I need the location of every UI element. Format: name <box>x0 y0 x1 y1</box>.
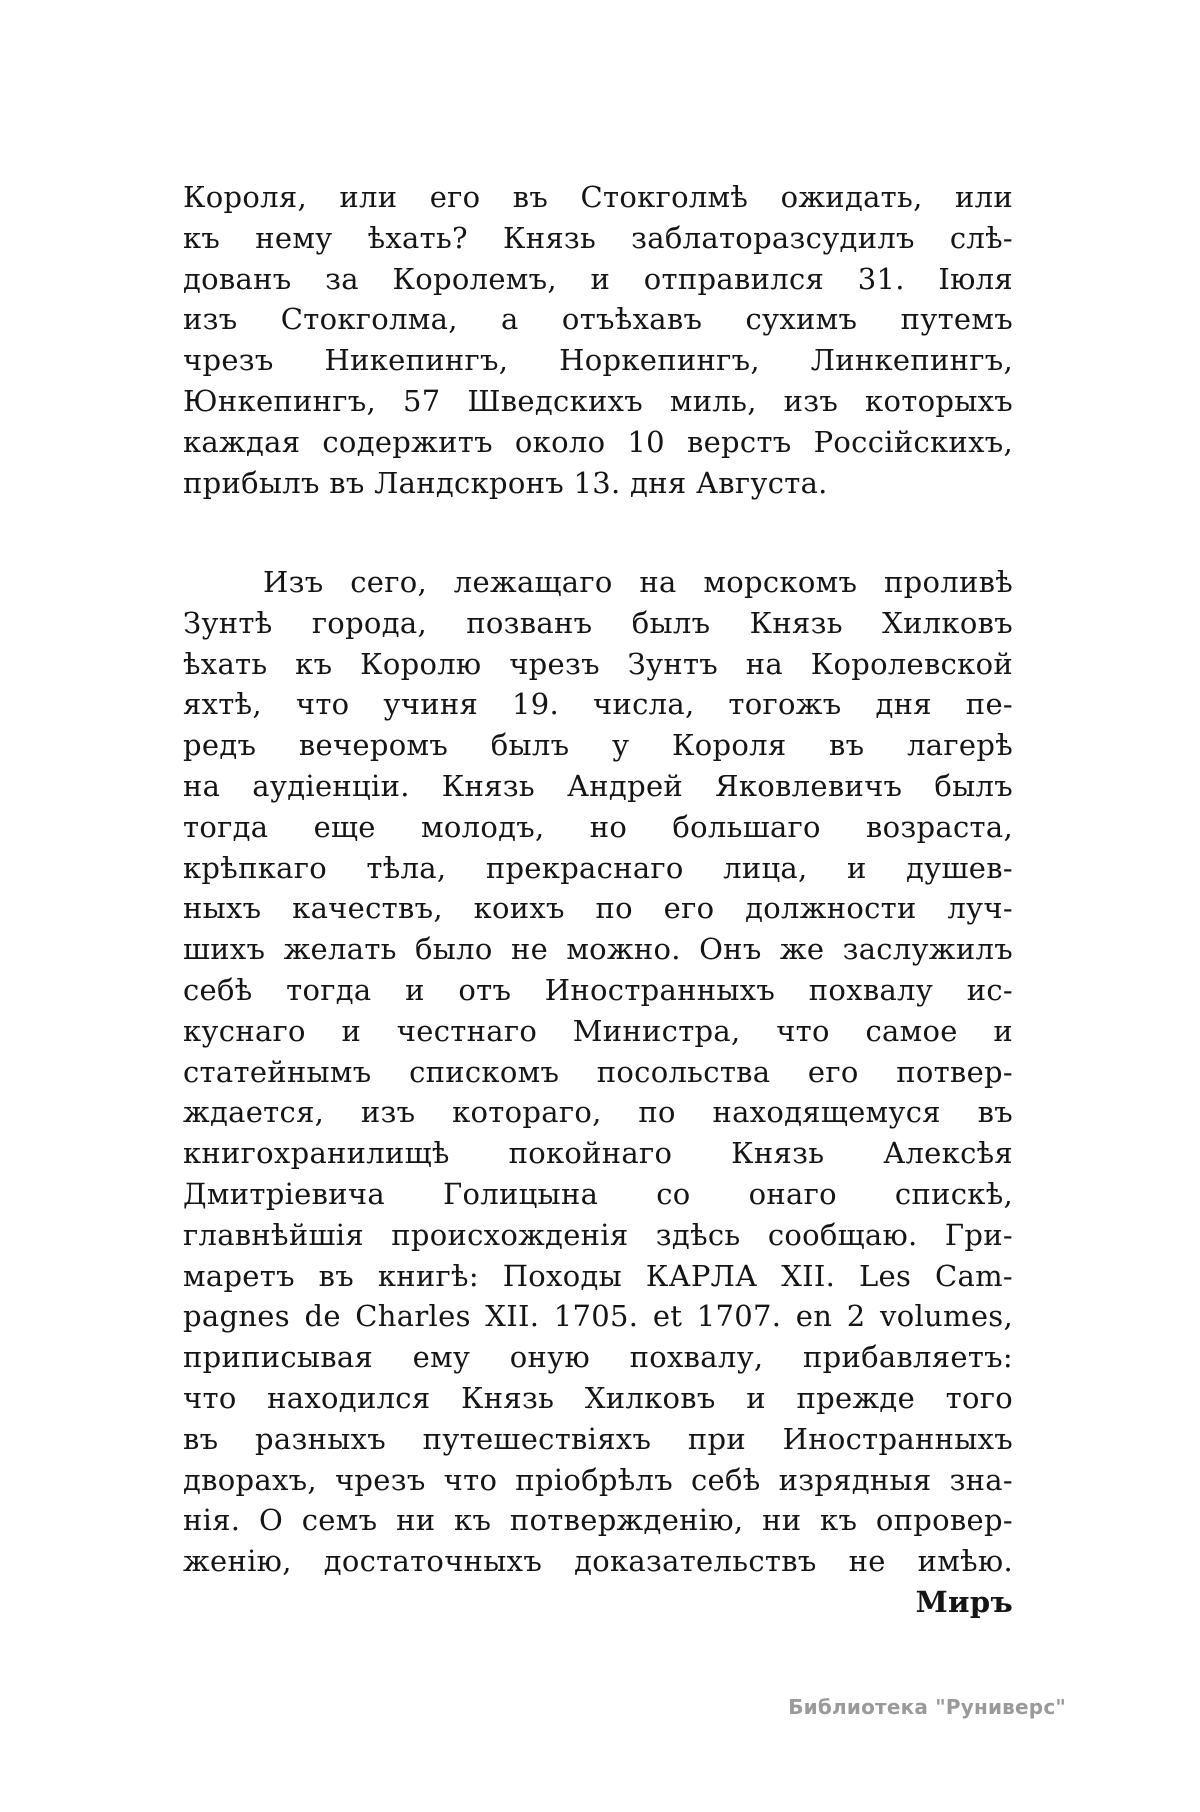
text-line: Юнкепингъ, 57 Шведскихъ миль, изъ которыхъ <box>183 383 1013 418</box>
text-line: яхтѣ, что учиня 19. числа, тогожъ дня пе- <box>183 687 1013 722</box>
library-watermark: Библиотека "Руниверс" <box>788 1695 1066 1719</box>
text-line: маретъ въ книгѣ: Походы КАРЛА XII. Les Cam- <box>183 1258 1013 1293</box>
paragraph-2 <box>183 562 1013 1623</box>
text-line: Изъ сего, лежащаго на морскомъ проливѣ <box>263 565 1013 599</box>
text-line: нія. О семъ ни къ потвержденію, ни къ опровер- <box>183 1503 1013 1538</box>
text-line: прибылъ въ Ландскронъ 13. дня Августа. <box>183 465 828 500</box>
text-line: pagnes de Charles XII. 1705. et 1707. en 2 volumes, <box>183 1299 1013 1334</box>
text-line: книгохранилищѣ покойнаго Князь Алексѣя <box>183 1136 1013 1171</box>
text-line: тогда еще молодъ, но большаго возраста, <box>183 809 1013 844</box>
text-line: къ нему ѣхать? Князь заблаторазсудилъ слѣ- <box>183 220 1013 255</box>
text-line: дованъ за Королемъ, и отправился 31. Іюля <box>183 261 1013 296</box>
text-line: главнѣйшія происхожденія здѣсь сообщаю. Гри- <box>183 1217 1013 1252</box>
text-line: ждается, изъ котораго, по находящемуся въ <box>183 1095 1013 1130</box>
text-line: статейнымъ спискомъ посольства его потвер- <box>183 1054 1013 1089</box>
text-line: изъ Стокголма, а отъѣхавъ сухимъ путемъ <box>183 302 1013 337</box>
text-line: Зунтѣ города, позванъ былъ Князь Хилковъ <box>183 605 1013 640</box>
text-line: редъ вечеромъ былъ у Короля въ лагерѣ <box>183 728 1013 763</box>
text-line: ѣхать къ Королю чрезъ Зунтъ на Королевской <box>183 646 1013 681</box>
text-line: что находился Князь Хилковъ и прежде того <box>183 1380 1013 1415</box>
text-line: куснаго и честнаго Министра, что самое и <box>183 1013 1013 1048</box>
text-line: ныхъ качествъ, коихъ по его должности луч- <box>183 891 1013 926</box>
text-line: каждая содержитъ около 10 верстъ Россійскихъ, <box>183 424 1013 459</box>
text-line: дворахъ, чрезъ что пріобрѣлъ себѣ изрядныя зна- <box>183 1462 1013 1497</box>
text-line: чрезъ Никепингъ, Норкепингъ, Линкепингъ, <box>183 343 1013 378</box>
text-line: себѣ тогда и отъ Иностранныхъ похвалу ис- <box>183 972 1013 1007</box>
text-line: шихъ желать было не можно. Онъ же заслужилъ <box>183 932 1013 967</box>
paragraph-1 <box>183 177 1013 503</box>
text-line: Короля, или его въ Стокголмѣ ожидать, или <box>183 180 1013 214</box>
text-line: приписывая ему оную похвалу, прибавляетъ: <box>183 1340 1013 1375</box>
text-line: крѣпкаго тѣла, прекраснаго лица, и душев- <box>183 850 1013 885</box>
catchword: Миръ <box>915 1584 1013 1619</box>
text-line: Дмитріевича Голицына со онаго спискѣ, <box>183 1176 1013 1211</box>
text-line: въ разныхъ путешествіяхъ при Иностранныхъ <box>183 1421 1013 1456</box>
text-line: на аудіенціи. Князь Андрей Яковлевичъ былъ <box>183 768 1013 803</box>
text-line: женію, достаточныхъ доказательствъ не имѣю. <box>183 1544 1013 1579</box>
